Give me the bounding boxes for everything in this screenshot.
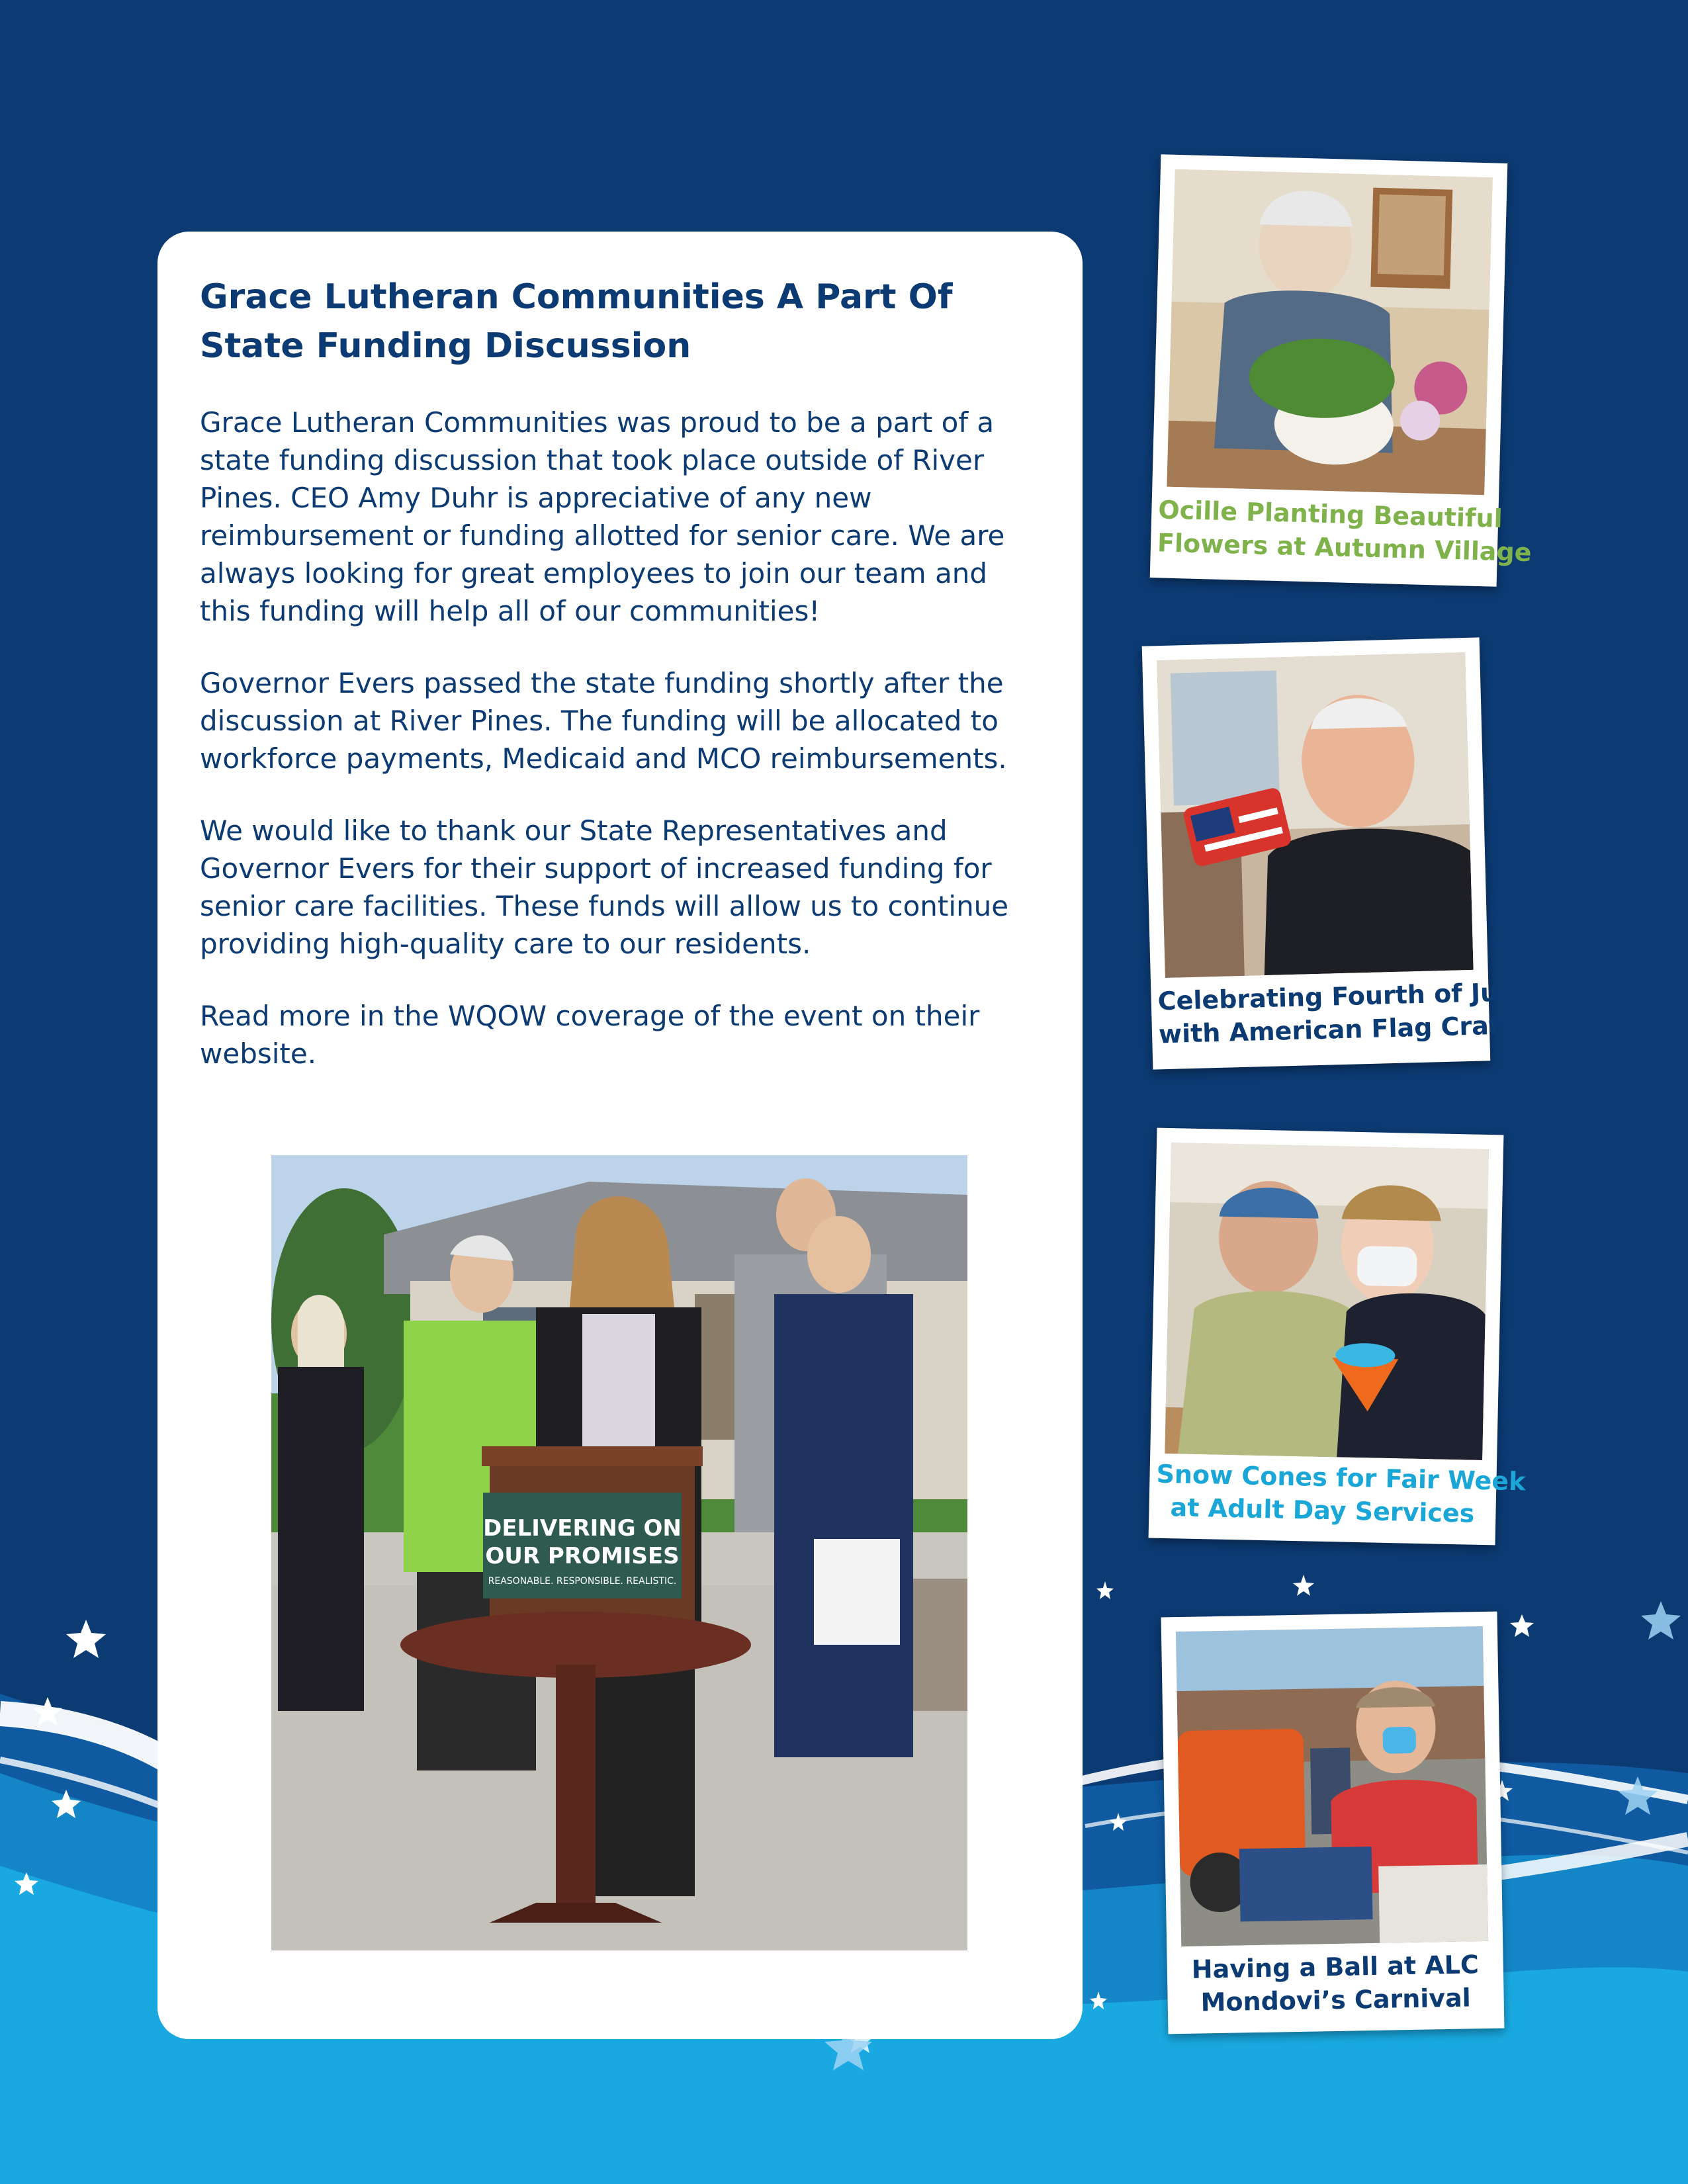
podium-sign-line3: REASONABLE. RESPONSIBLE. REALISTIC. <box>488 1576 677 1587</box>
photo-caption-flag-crafts <box>1157 977 1527 1051</box>
article-paragraph-2: Governor Evers passed the state funding shortly after the discussion at River Pines. The funding will be allocated to workforce payments, Medicaid and MCO reimbursements. <box>200 667 1007 775</box>
photo-carnival-ride <box>1176 1626 1488 1946</box>
podium-sign-line2: OUR PROMISES <box>485 1543 680 1569</box>
photo-caption-planting <box>1157 493 1533 568</box>
article-paragraph-3: We would like to thank our State Representatives and Governor Evers for their support of increased funding for senior care facilities. These funds will allow us to continue providing high-quality care to our residents. <box>200 814 1009 960</box>
photo-caption-snow-cones <box>1155 1458 1526 1531</box>
podium-sign-line1: DELIVERING ON <box>483 1515 682 1542</box>
photo-card-snow-cones <box>1149 1128 1526 1546</box>
article-paragraph-1: Grace Lutheran Communities was proud to be a part of a state funding discussion that took place outside of River Pines. CEO Amy Duhr is appreciative of any new reimbursement or funding allotted for senior care. We are always looking for great employees to join our team and this funding will help all of our communities! <box>200 406 1005 627</box>
caption-line-2: Flowers at Autumn Village <box>1157 528 1533 568</box>
photo-flag-craft <box>1157 652 1473 978</box>
caption-line-2: Mondovi’s Carnival <box>1200 1983 1472 2017</box>
article-card <box>157 232 1083 2039</box>
photo-snow-cones <box>1165 1143 1489 1460</box>
photo-card-flag-crafts <box>1142 637 1527 1069</box>
photo-card-carnival <box>1161 1612 1505 2034</box>
photo-card-planting <box>1150 154 1533 586</box>
caption-line-1: Snow Cones for Fair Week <box>1156 1459 1526 1497</box>
caption-line-1: Celebrating Fourth of July <box>1157 977 1524 1016</box>
photo-planting-flowers <box>1167 169 1492 495</box>
caption-line-2: with American Flag Crafts <box>1158 1010 1527 1049</box>
caption-line-2: at Adult Day Services <box>1170 1493 1475 1528</box>
article-paragraph-4: Read more in the WQOW coverage of the event on their website. <box>200 1000 980 1070</box>
photo-caption-carnival <box>1173 1948 1497 2020</box>
article-title: Grace Lutheran Communities A Part Of State Funding Discussion <box>200 277 953 366</box>
caption-line-1: Having a Ball at ALC <box>1191 1950 1480 1984</box>
press-conference-photo <box>271 1155 967 1950</box>
caption-line-1: Ocille Planting Beautiful <box>1157 495 1503 533</box>
